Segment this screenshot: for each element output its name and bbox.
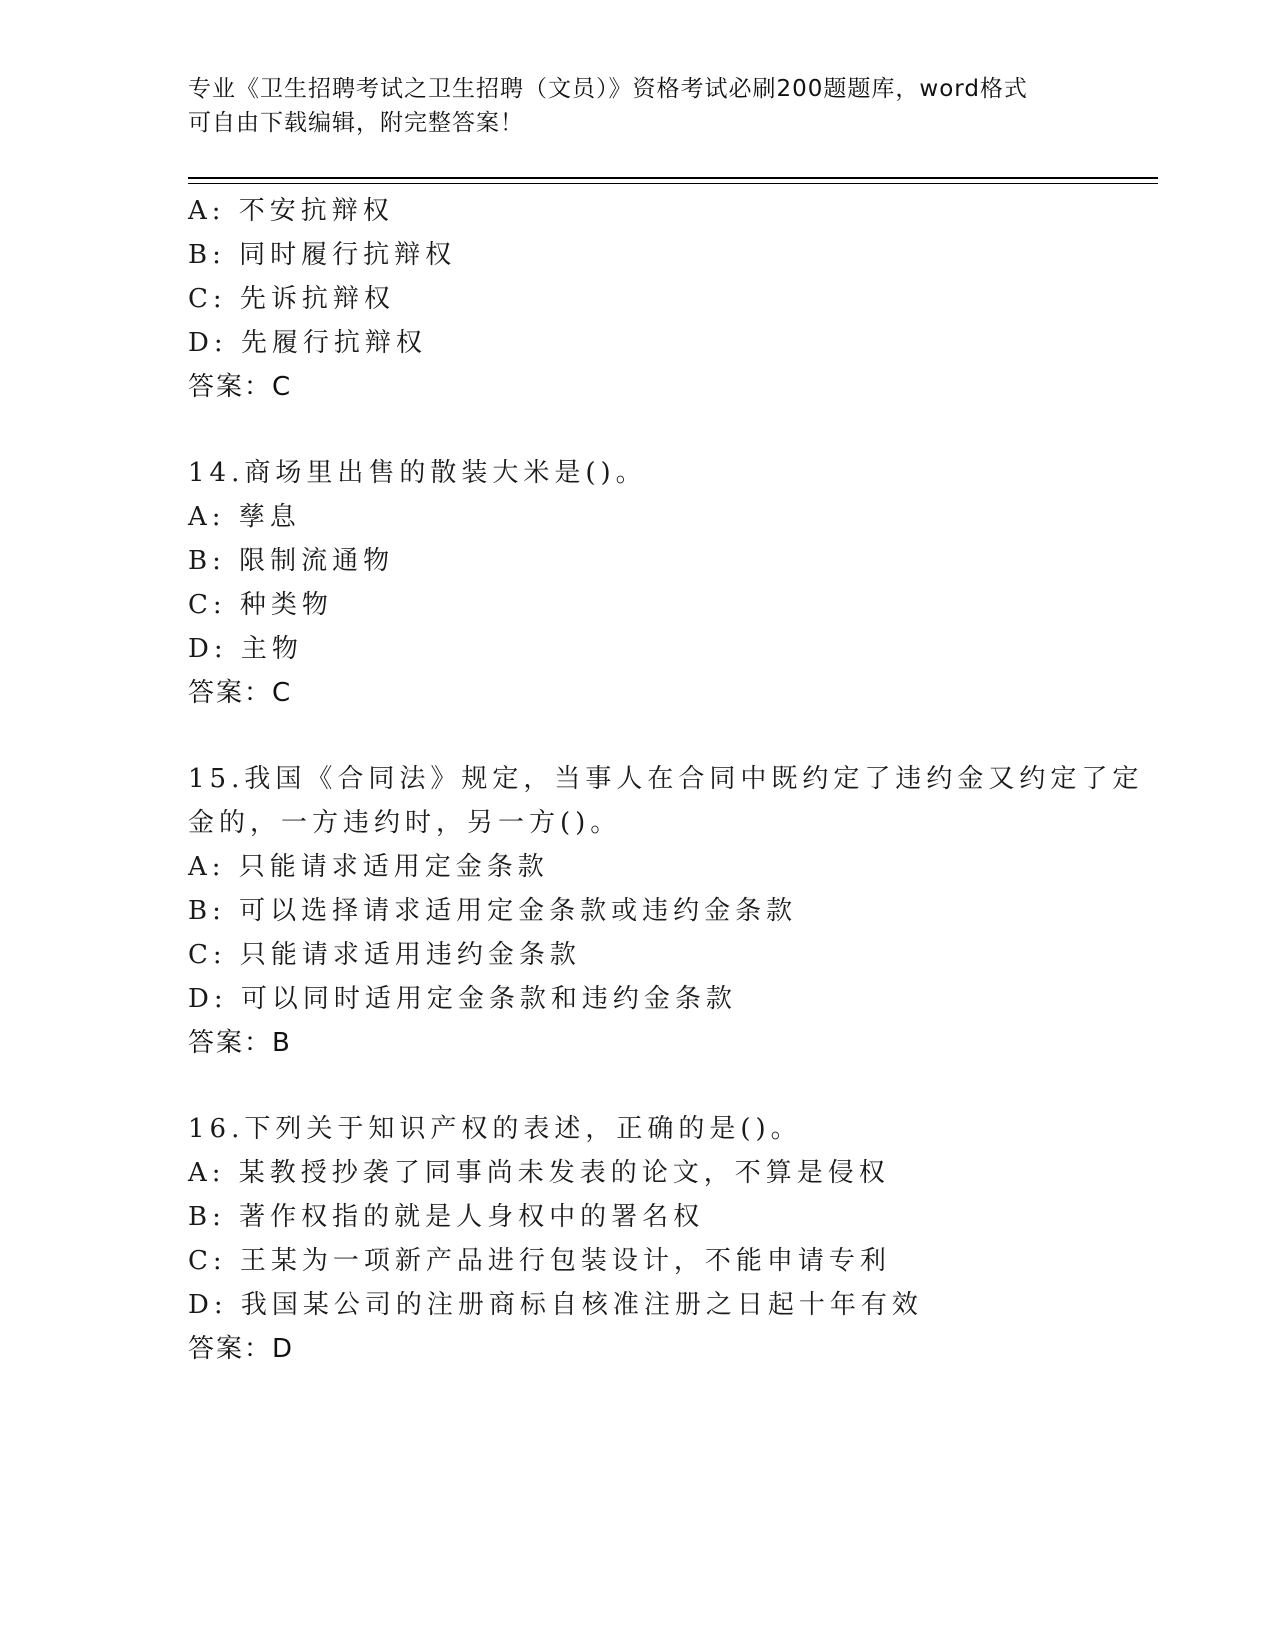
- option-b: B: 同时履行抗辩权: [188, 240, 457, 270]
- document-header: [188, 72, 1068, 140]
- header-divider-thick: [188, 177, 1158, 179]
- answer: 答案：C: [188, 372, 293, 402]
- question-15-line-1: 15.我国《合同法》规定，当事人在合同中既约定了违约金又约定了定: [188, 764, 1144, 794]
- option-a: A: 不安抗辩权: [188, 196, 394, 226]
- question-16: 16.下列关于知识产权的表述，正确的是()。: [188, 1114, 802, 1144]
- option-c: C: 种类物: [188, 590, 333, 620]
- option-a: A: 孳息: [188, 502, 301, 532]
- question-14: 14.商场里出售的散装大米是()。: [188, 458, 647, 488]
- header-line-2: 可自由下载编辑，附完整答案！: [188, 110, 524, 136]
- answer: 答案：B: [188, 1028, 292, 1058]
- option-b: B: 可以选择请求适用定金条款或违约金条款: [188, 896, 798, 926]
- option-c: C: 王某为一项新产品进行包装设计，不能申请专利: [188, 1246, 891, 1276]
- question-15-line-2: 金的，一方违约时，另一方()。: [188, 808, 622, 838]
- option-d: D: 主物: [188, 634, 303, 664]
- option-b: B: 著作权指的就是人身权中的署名权: [188, 1202, 705, 1232]
- option-a: A: 某教授抄袭了同事尚未发表的论文，不算是侵权: [188, 1158, 890, 1188]
- option-a: A: 只能请求适用定金条款: [188, 852, 549, 882]
- option-c: C: 只能请求适用违约金条款: [188, 940, 581, 970]
- option-c: C: 先诉抗辩权: [188, 284, 395, 314]
- header-divider-thin: [188, 183, 1158, 184]
- option-d: D: 先履行抗辩权: [188, 328, 427, 358]
- option-d: D: 我国某公司的注册商标自核准注册之日起十年有效: [188, 1290, 923, 1320]
- option-b: B: 限制流通物: [188, 546, 395, 576]
- option-d: D: 可以同时适用定金条款和违约金条款: [188, 984, 737, 1014]
- answer: 答案：D: [188, 1334, 295, 1364]
- answer: 答案：C: [188, 678, 293, 708]
- header-line-1: 专业《卫生招聘考试之卫生招聘（文员）》资格考试必刷200题题库，word格式: [188, 76, 1028, 102]
